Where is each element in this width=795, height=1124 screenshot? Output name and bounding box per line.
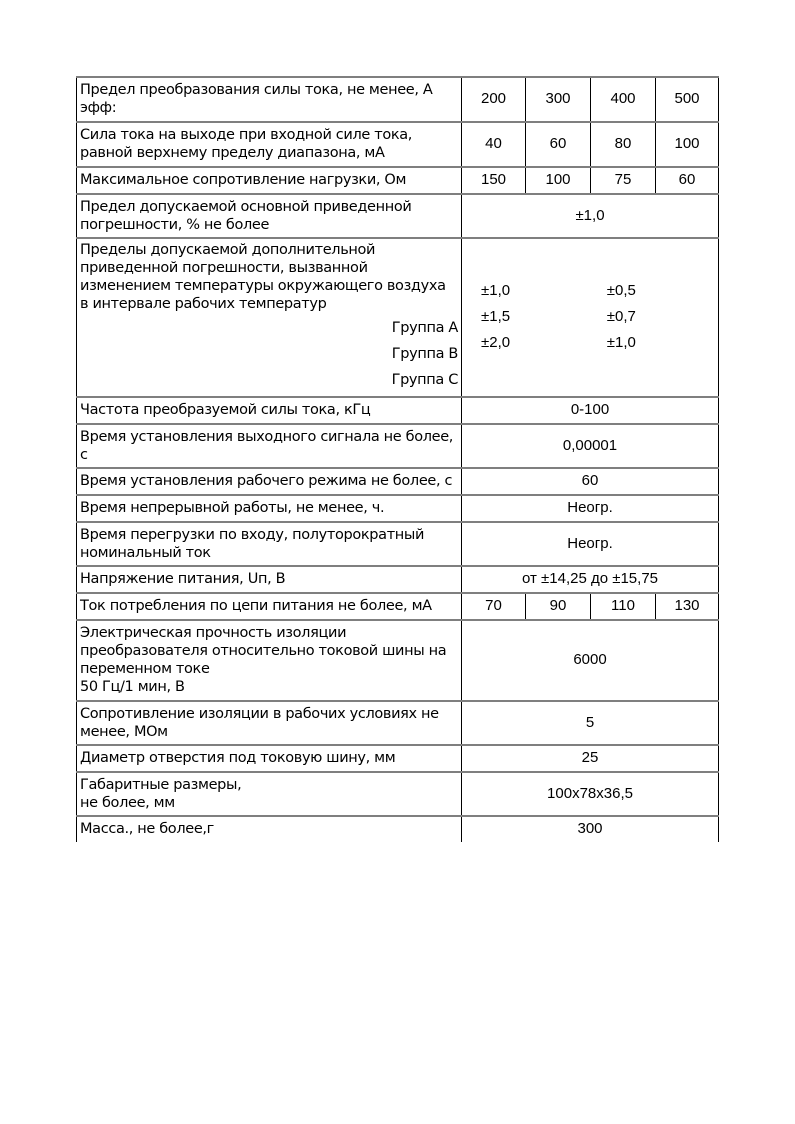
param-value: 75 — [591, 167, 656, 194]
table-row — [77, 167, 719, 194]
group-value: ±0,7 — [606, 308, 636, 325]
group-value: ±2,0 — [481, 334, 511, 351]
group-c-values — [465, 330, 715, 356]
table-row — [77, 468, 719, 495]
param-value: 100х78х36,5 — [462, 772, 719, 816]
group-a-values — [465, 278, 715, 304]
table-row — [77, 424, 719, 468]
param-value: 400 — [591, 77, 656, 122]
table-row — [77, 122, 719, 167]
param-label-cell — [77, 238, 462, 397]
param-label: Предел преобразования силы тока, не менее, А эфф: — [77, 77, 462, 122]
table-row — [77, 620, 719, 701]
param-value: 60 — [462, 468, 719, 495]
table-row — [77, 77, 719, 122]
param-value: 100 — [656, 122, 719, 167]
group-label: Группа В — [391, 346, 458, 362]
param-value: 70 — [462, 593, 526, 620]
group-a-label-row — [80, 315, 458, 341]
group-value: ±1,0 — [606, 334, 636, 351]
table-row — [77, 495, 719, 522]
param-label-cell — [77, 772, 462, 816]
param-label: Частота преобразуемой силы тока, кГц — [77, 397, 462, 424]
param-label: Напряжение питания, Uп, В — [77, 566, 462, 593]
table-row — [77, 593, 719, 620]
param-value: 500 — [656, 77, 719, 122]
group-values-cell — [462, 238, 719, 397]
param-value: 100 — [526, 167, 591, 194]
param-label: 50 Гц/1 мин, В — [80, 679, 185, 695]
param-value: Неогр. — [462, 495, 719, 522]
param-value: 25 — [462, 745, 719, 772]
param-value: 60 — [526, 122, 591, 167]
param-value: 0,00001 — [462, 424, 719, 468]
table-row — [77, 745, 719, 772]
group-value: ±0,5 — [606, 282, 636, 299]
table-row — [77, 701, 719, 745]
param-label: Габаритные размеры, — [80, 776, 242, 793]
group-c-label-row — [80, 367, 458, 393]
group-label: Группа А — [391, 320, 458, 336]
param-label: Ток потребления по цепи питания не более, мА — [77, 593, 462, 620]
param-value: 300 — [462, 816, 719, 842]
group-b-values — [465, 304, 715, 330]
param-value: 150 — [462, 167, 526, 194]
param-value: 130 — [656, 593, 719, 620]
param-value: 200 — [462, 77, 526, 122]
param-label: Масса., не более,г — [77, 816, 462, 842]
param-label: Пределы допускаемой дополнительной приведенной погрешности, вызванной изменением температуры окружающего воздуха в интервале рабочих температур — [80, 242, 446, 312]
param-label: Сопротивление изоляции в рабочих условиях не менее, МОм — [77, 701, 462, 745]
param-label: Время непрерывной работы, не менее, ч. — [77, 495, 462, 522]
param-label: Время перегрузки по входу, полуторократный номинальный ток — [77, 522, 462, 566]
param-label: не более, мм — [80, 794, 175, 811]
table-row — [77, 194, 719, 238]
param-label: Время установления выходного сигнала не более, с — [77, 424, 462, 468]
param-value: 90 — [526, 593, 591, 620]
param-value: 80 — [591, 122, 656, 167]
param-value: 300 — [526, 77, 591, 122]
param-value: 40 — [462, 122, 526, 167]
param-value: ±1,0 — [462, 194, 719, 238]
param-label: Диаметр отверстия под токовую шину, мм — [77, 745, 462, 772]
group-value: ±1,0 — [481, 282, 511, 299]
param-label: Сила тока на выходе при входной силе тока, равной верхнему пределу диапазона, мА — [77, 122, 462, 167]
param-label: Максимальное сопротивление нагрузки, Ом — [77, 167, 462, 194]
specifications-table — [76, 76, 719, 842]
param-label: Предел допускаемой основной приведенной погрешности, % не более — [77, 194, 462, 238]
param-value: 6000 — [462, 620, 719, 701]
param-label: Время установления рабочего режима не более, с — [77, 468, 462, 495]
param-value: 110 — [591, 593, 656, 620]
group-label: Группа С — [391, 372, 458, 388]
param-value: 0-100 — [462, 397, 719, 424]
table-row — [77, 397, 719, 424]
table-row — [77, 238, 719, 397]
param-label: Электрическая прочность изоляции преобразователя относительно токовой шины на переменном токе — [80, 625, 447, 677]
spec-page — [76, 76, 718, 842]
param-value: 60 — [656, 167, 719, 194]
param-value: Неогр. — [462, 522, 719, 566]
param-value: от ±14,25 до ±15,75 — [462, 566, 719, 593]
param-value: 5 — [462, 701, 719, 745]
table-row — [77, 816, 719, 842]
param-label-cell — [77, 620, 462, 701]
table-row — [77, 522, 719, 566]
table-row — [77, 772, 719, 816]
group-value: ±1,5 — [481, 308, 511, 325]
group-b-label-row — [80, 341, 458, 367]
table-row — [77, 566, 719, 593]
